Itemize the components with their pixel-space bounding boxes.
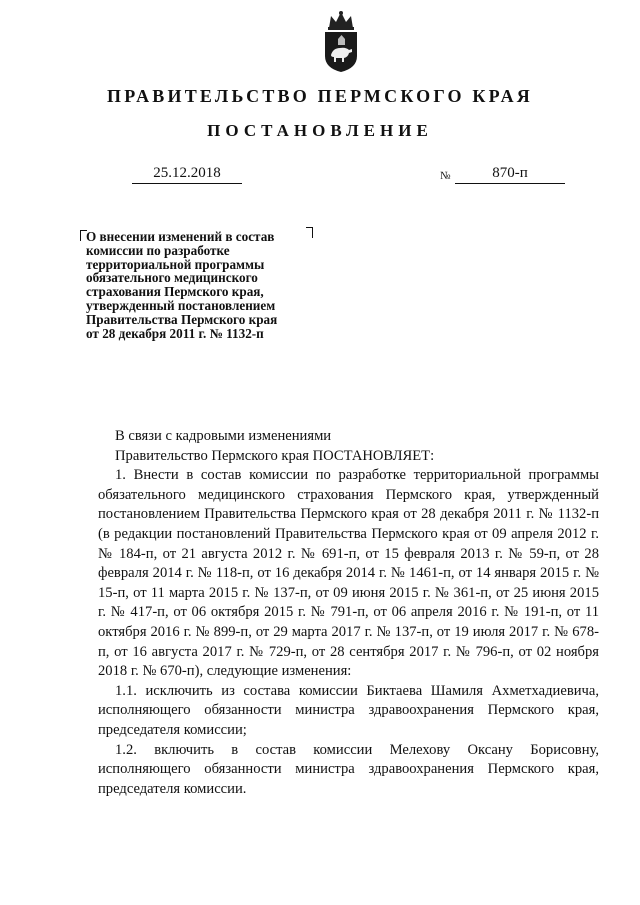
document-number: 870-п <box>455 165 565 184</box>
paragraph-item-1-2: 1.2. включить в состав комиссии Мелехову Оксану Борисовну, исполняющего обязанности министра здравоохранения Пермского края, председателя комиссии. <box>98 741 599 797</box>
subject-line: страхования Пермского края, <box>86 284 264 300</box>
subject-line: от 28 декабря 2011 г. № 1132-п <box>86 325 264 341</box>
subject-line: Правительства Пермского края <box>86 311 278 327</box>
document-date: 25.12.2018 <box>132 165 242 184</box>
intro-line: В связи с кадровыми изменениями <box>115 428 332 444</box>
subject-line: О внесении изменений в состав <box>86 229 275 244</box>
government-title: ПРАВИТЕЛЬСТВО ПЕРМСКОГО КРАЯ <box>107 86 533 106</box>
document-type: ПОСТАНОВЛЕНИЕ <box>207 121 433 140</box>
perm-krai-coat-of-arms-icon <box>319 10 363 74</box>
subject-line: комиссии по разработке <box>86 242 230 258</box>
intro-decree-line: Правительство Пермского края ПОСТАНОВЛЯЕТ: <box>115 447 435 464</box>
subject-line: обязательного медицинского <box>86 270 258 286</box>
paragraph-item-1-1: 1.1. исключить из состава комиссии Биктаева Шамиля Ахметхадиевича, исполняющего обязанности министра здравоохранения Пермского края, председателя комиссии; <box>98 682 599 738</box>
paragraph-item-1: 1. Внести в состав комиссии по разработке территориальной программы обязательного медицинского страхования Пермского края, утвержденный постановлением Правительства Пермского края от 28 декабря 2011 г. № 1132-п (в редакции постановлений Правительства Пермского края от 09 апреля 2012 г. № 184-п, от 21 августа 2012 г. № 691-п, от 15 февраля 2013 г. № 59-п, от 28 февраля 2014 г. № 118-п, от 16 декабря 2014 г. № 1461-п, от 14 января 2015 г. № 15-п, от 11 марта 2015 г. № 137-п, от 09 июня 2015 г. № 361-п, от 25 июня 2015 г. № 417-п, от 06 октября 2015 г. № 791-п, от 06 апреля 2016 г. № 191-п, от 11 октября 2016 г. № 899-п, от 29 марта 2017 г. № 137-п, от 19 июля 2017 г. № 678-п, от 16 августа 2017 г. № 729-п, от 28 сентября 2017 г. № 796-п, от 02 ноября 2018 г. № 670-п), следующие изменения: <box>98 467 599 680</box>
document-body <box>98 427 599 799</box>
subject-line: утвержденный постановлением <box>86 297 276 313</box>
number-sign: № <box>440 170 451 182</box>
document-subject <box>86 230 326 340</box>
subject-line: территориальной программы <box>86 256 265 272</box>
